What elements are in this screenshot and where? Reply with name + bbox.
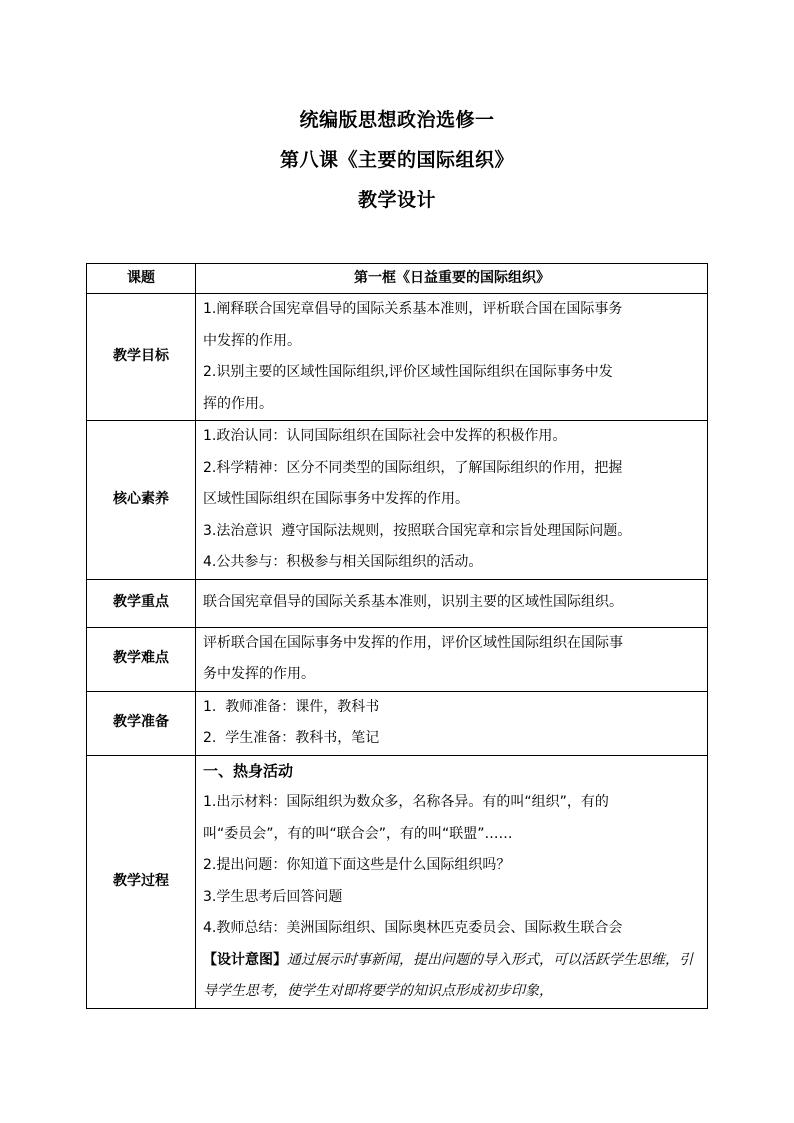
literacy-line: 区域性国际组织在国际事务中发挥的作用。 (203, 491, 469, 507)
key-points-line: 联合国宪章倡导的国际关系基本准则，识别主要的区域性国际组织。 (203, 594, 623, 611)
objectives-line: 挥的作用。 (203, 395, 273, 412)
literacy-line: 4.公共参与：积极参与相关国际组织的活动。 (203, 554, 483, 570)
difficulties-line: 评析联合国在国际事务中发挥的作用，评价区域性国际组织在国际事 (203, 634, 623, 651)
table-row-literacy (87, 421, 708, 580)
objectives-label: 教学目标 (87, 294, 196, 421)
difficulties-line: 务中发挥的作用。 (203, 666, 315, 682)
key-points-label: 教学重点 (87, 579, 196, 627)
table-row-topic (87, 264, 708, 294)
difficulties-label: 教学难点 (87, 627, 196, 691)
difficulties-content (196, 627, 708, 691)
series-title: 统编版思想政治选修一 (299, 109, 495, 131)
topic-label: 课题 (87, 264, 196, 294)
table-row-difficulties (87, 627, 708, 691)
process-line: 1.出示材料：国际组织为数众多，名称各异。有的叫“组织”，有的 (203, 794, 609, 810)
literacy-line: 3.法治意识 遵守国际法规则，按照联合国宪章和宗旨处理国际问题。 (203, 522, 632, 539)
document-header (0, 100, 794, 220)
process-line: 4.教师总结：美洲国际组织、国际奥林匹克委员会、国际救生联合会 (203, 920, 623, 936)
table-row-preparation (87, 691, 708, 755)
topic-value: 第一框《日益重要的国际组织》 (196, 264, 708, 294)
table-row-objectives (87, 294, 708, 421)
lesson-plan-table (86, 263, 708, 1009)
table-row-key-points (87, 579, 708, 627)
design-intent-text: 通过展示时事新闻，提出问题的导入形式，可以活跃学生思维，引导学生思考，使学生对即将要学的知识点形成初步印象， (203, 951, 693, 999)
process-content (196, 755, 708, 1008)
lesson-title: 第八课《主要的国际组织》 (279, 149, 514, 171)
process-section-title: 一、热身活动 (203, 761, 294, 780)
literacy-label: 核心素养 (87, 421, 196, 580)
process-line: 2.提出问题：你知道下面这些是什么国际组织吗？ (203, 857, 511, 873)
literacy-content (196, 421, 708, 580)
objectives-line: 2.识别主要的区域性国际组织,评价区域性国际组织在国际事务中发 (203, 364, 613, 380)
preparation-content (196, 691, 708, 755)
process-line: 3.学生思考后回答问题 (203, 888, 343, 905)
objectives-content (196, 294, 708, 421)
doc-type-title: 教学设计 (357, 189, 436, 211)
objectives-line: 中发挥的作用。 (203, 332, 301, 349)
design-intent-tag: 【设计意图】 (203, 951, 287, 968)
process-line: 叫“委员会”，有的叫“联合会”，有的叫“联盟”…… (203, 825, 513, 842)
literacy-line: 2.科学精神：区分不同类型的国际组织，了解国际组织的作用，把握 (203, 459, 623, 476)
design-intent (203, 945, 701, 1008)
key-points-content (196, 579, 708, 627)
objectives-line: 1.阐释联合国宪章倡导的国际关系基本准则，评析联合国在国际事务 (203, 301, 623, 317)
preparation-line: 1. 教师准备：课件，教科书 (203, 698, 380, 715)
literacy-line: 1.政治认同：认同国际组织在国际社会中发挥的积极作用。 (203, 428, 567, 444)
preparation-line: 2. 学生准备：教科书，笔记 (203, 730, 380, 746)
table-row-process (87, 755, 708, 1008)
process-label: 教学过程 (87, 755, 196, 1008)
preparation-label: 教学准备 (87, 691, 196, 755)
